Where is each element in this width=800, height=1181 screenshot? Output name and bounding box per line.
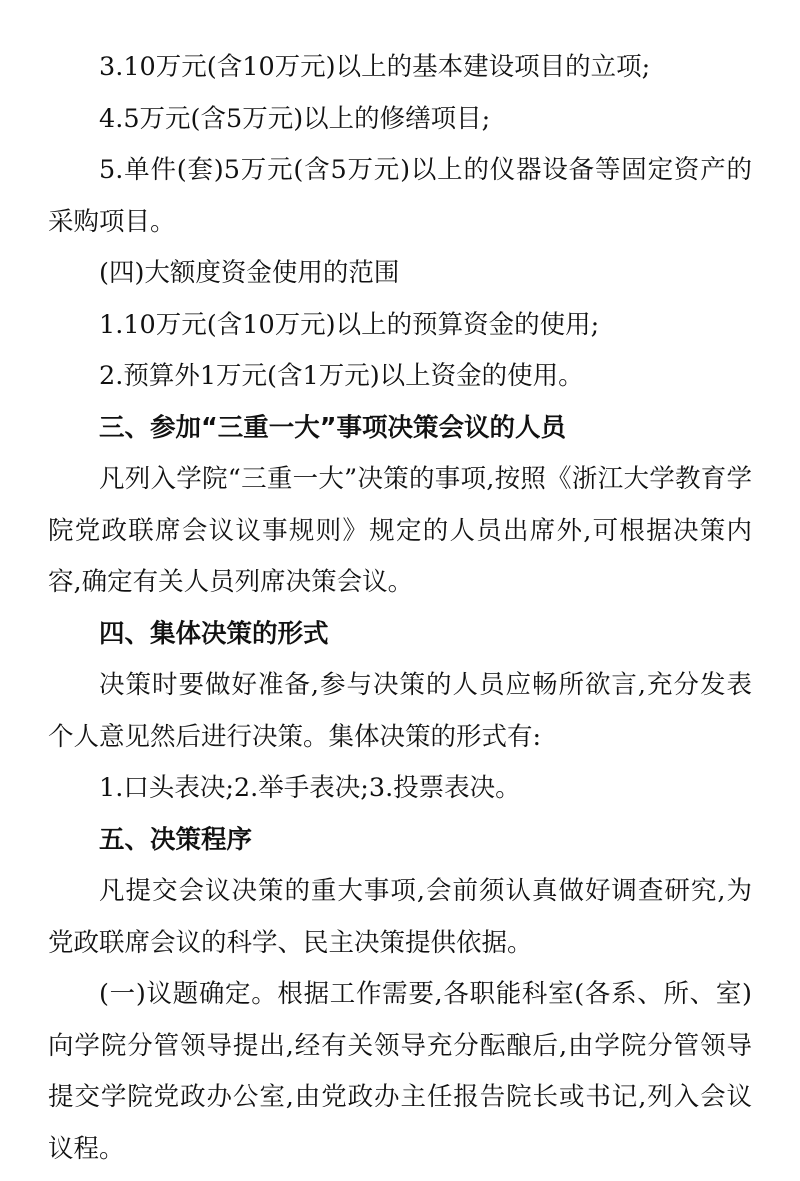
section-heading-4: 四、集体决策的形式 [99,618,329,649]
section-heading-3: 三、参加“三重一大”事项决策会议的人员 [99,412,567,443]
section-heading-5: 五、决策程序 [99,824,253,855]
item-4-repair-projects: 4.5万元(含5万元)以上的修缮项目; [99,103,491,134]
item-3-capital-construction: 3.10万元(含10万元)以上的基本建设项目的立项; [99,52,651,82]
item-5-equipment-procurement: 5.单件(套)5万元(含5万元)以上的仪器设备等固定资产的采购项目。 [48,155,752,237]
paragraph-attendees: 凡列入学院“三重一大”决策的事项,按照《浙江大学教育学院党政联席会议议事规则》规定的人员出席外,可根据决策内容,确定有关人员列席决策会议。 [48,464,752,597]
item-2-extra-budget-funds: 2.预算外1万元(含1万元)以上资金的使用。 [99,361,584,391]
paragraph-voting-methods: 1.口头表决;2.举手表决;3.投票表决。 [99,773,521,803]
item-1-budget-funds: 1.10万元(含10万元)以上的预算资金的使用; [99,309,600,340]
paragraph-procedure: 凡提交会议决策的重大事项,会前须认真做好调查研究,为党政联席会议的科学、民主决策提供依据。 [48,876,752,958]
paragraph-topic-confirmation: (一)议题确定。根据工作需要,各职能科室(各系、所、室)向学院分管领导提出,经有关领导充分酝酿后,由学院分管领导提交学院党政办公室,由党政办主任报告院长或书记,列入会议议程。 [48,979,752,1164]
subsection-large-funds: (四)大额度资金使用的范围 [99,258,400,288]
paragraph-decision-form: 决策时要做好准备,参与决策的人员应畅所欲言,充分发表个人意见然后进行决策。集体决策的形式有: [48,670,752,752]
